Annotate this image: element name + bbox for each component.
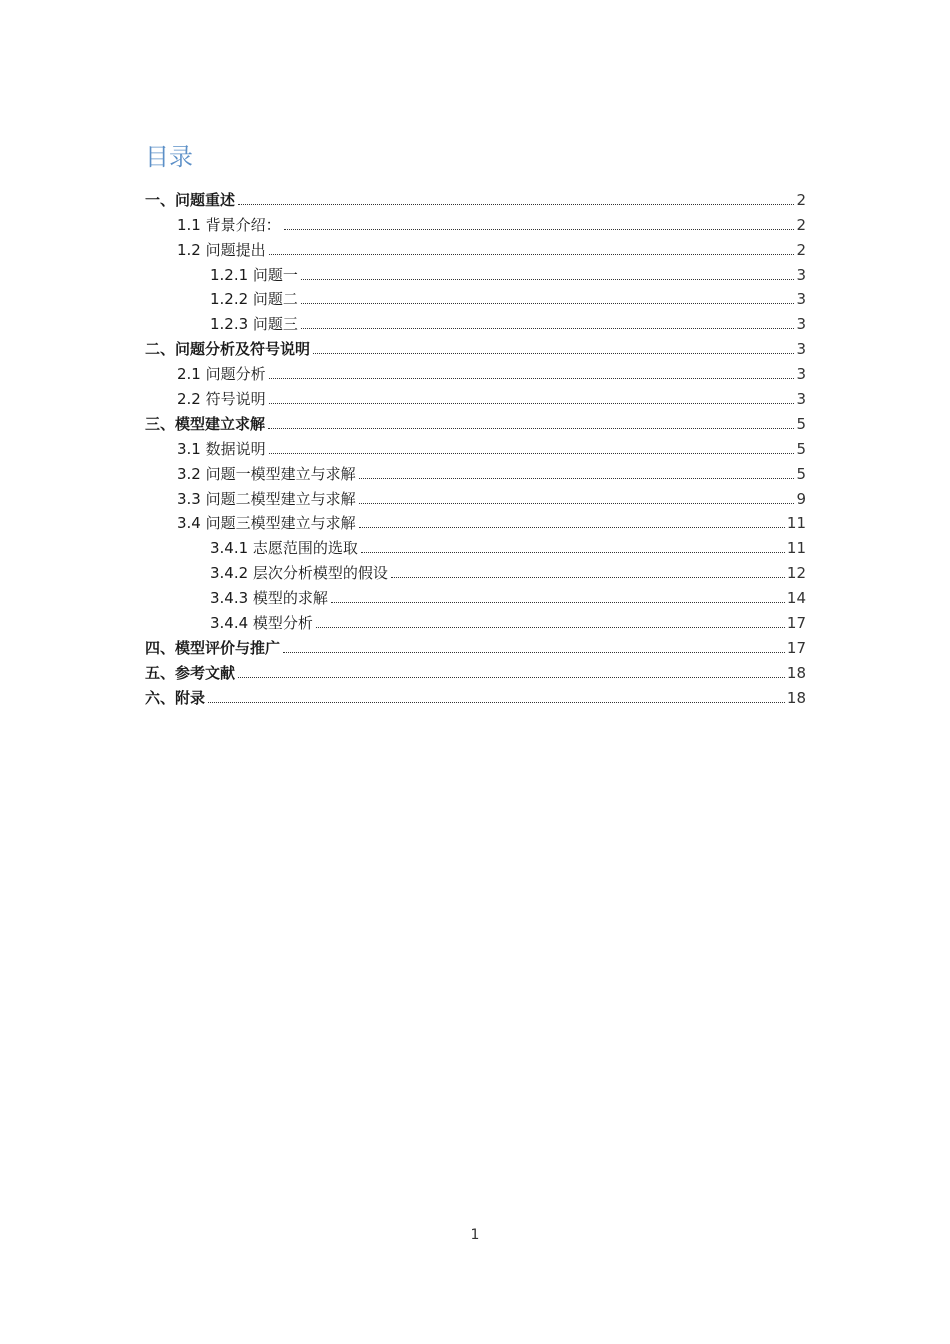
toc-entry-page: 11 [786, 514, 806, 533]
toc-entry-label: 1.2.3 问题三 [210, 315, 298, 334]
toc-entry-label: 一、问题重述 [145, 190, 236, 209]
toc-entry-label: 1.2.1 问题一 [210, 265, 298, 284]
toc-dot-leader [301, 303, 795, 304]
toc-entry[interactable] [145, 433, 806, 458]
toc-entry[interactable] [145, 408, 806, 433]
toc-entry[interactable] [145, 682, 806, 707]
toc-entry-page: 3 [796, 290, 806, 309]
toc-entry-page: 17 [786, 614, 806, 633]
toc-entry-label: 2.2 符号说明 [177, 390, 266, 409]
toc-entry-label: 二、问题分析及符号说明 [145, 340, 311, 359]
toc-entry-page: 11 [786, 539, 806, 558]
toc-entry[interactable] [145, 483, 806, 508]
toc-dot-leader [359, 478, 795, 479]
toc-entry-label: 3.4 问题三模型建立与求解 [177, 514, 356, 533]
toc-entry-page: 3 [796, 365, 806, 384]
toc-entry-label: 2.1 问题分析 [177, 365, 266, 384]
toc-dot-leader [238, 204, 794, 205]
toc-entry[interactable] [145, 458, 806, 483]
toc-entry-page: 3 [796, 315, 806, 334]
toc-entry-page: 3 [796, 390, 806, 409]
toc-entry[interactable] [145, 284, 806, 309]
toc-entry-label: 四、模型评价与推广 [145, 638, 281, 657]
toc-dot-leader [361, 552, 785, 553]
toc-entry[interactable] [145, 582, 806, 607]
toc-entry-page: 14 [786, 589, 806, 608]
toc-entry-label: 1.2 问题提出 [177, 240, 266, 259]
toc-dot-leader [269, 453, 795, 454]
toc-dot-leader [208, 702, 785, 703]
toc-entry[interactable] [145, 234, 806, 259]
toc-entry[interactable] [145, 508, 806, 533]
toc-entry-label: 三、模型建立求解 [145, 414, 266, 433]
toc-entry-label: 五、参考文献 [145, 663, 236, 682]
toc-entry-label: 3.4.2 层次分析模型的假设 [210, 564, 388, 583]
page-number: 1 [470, 1227, 480, 1243]
toc-entry-page: 5 [796, 414, 806, 433]
toc-entry-page: 17 [786, 638, 806, 657]
toc-entry[interactable] [145, 308, 806, 333]
toc-dot-leader [301, 279, 795, 280]
toc-dot-leader [283, 652, 785, 653]
toc-entry-page: 3 [796, 340, 806, 359]
toc-dot-leader [391, 577, 785, 578]
toc-entry-label: 3.2 问题一模型建立与求解 [177, 464, 356, 483]
toc-entry-page: 5 [796, 439, 806, 458]
toc-dot-leader [313, 353, 794, 354]
toc-dot-leader [269, 403, 795, 404]
toc-entry[interactable] [145, 184, 806, 209]
toc-entry-label: 六、附录 [145, 688, 206, 707]
toc-entry-label: 3.3 问题二模型建立与求解 [177, 489, 356, 508]
toc-entry[interactable] [145, 209, 806, 234]
toc-dot-leader [268, 428, 794, 429]
toc-dot-leader [359, 503, 795, 504]
toc-entry-page: 5 [796, 464, 806, 483]
toc-entry[interactable] [145, 607, 806, 632]
toc-dot-leader [359, 527, 785, 528]
toc-entry-label: 1.1 背景介绍： [177, 215, 281, 234]
toc-entry-page: 18 [786, 688, 806, 707]
toc-entry[interactable] [145, 532, 806, 557]
toc-entry[interactable] [145, 632, 806, 657]
toc-entry-label: 3.4.1 志愿范围的选取 [210, 539, 358, 558]
toc-entry[interactable] [145, 259, 806, 284]
toc-dot-leader [238, 677, 785, 678]
toc-entry-page: 18 [786, 663, 806, 682]
toc-entry-page: 9 [796, 489, 806, 508]
toc-title: 目录 [145, 143, 193, 171]
toc-entry[interactable] [145, 557, 806, 582]
toc-entry-page: 2 [796, 190, 806, 209]
toc-entry-page: 3 [796, 265, 806, 284]
toc-list [145, 184, 806, 707]
toc-entry-label: 3.1 数据说明 [177, 439, 266, 458]
toc-entry-label: 3.4.3 模型的求解 [210, 589, 328, 608]
toc-dot-leader [331, 602, 785, 603]
toc-dot-leader [269, 254, 795, 255]
toc-entry[interactable] [145, 657, 806, 682]
toc-entry[interactable] [145, 383, 806, 408]
toc-dot-leader [269, 378, 795, 379]
toc-entry-page: 2 [796, 240, 806, 259]
toc-dot-leader [284, 229, 795, 230]
toc-dot-leader [301, 328, 795, 329]
toc-dot-leader [316, 627, 785, 628]
toc-entry[interactable] [145, 358, 806, 383]
toc-entry-label: 3.4.4 模型分析 [210, 614, 313, 633]
toc-entry-label: 1.2.2 问题二 [210, 290, 298, 309]
toc-entry-page: 12 [786, 564, 806, 583]
toc-entry-page: 2 [796, 215, 806, 234]
toc-entry[interactable] [145, 333, 806, 358]
